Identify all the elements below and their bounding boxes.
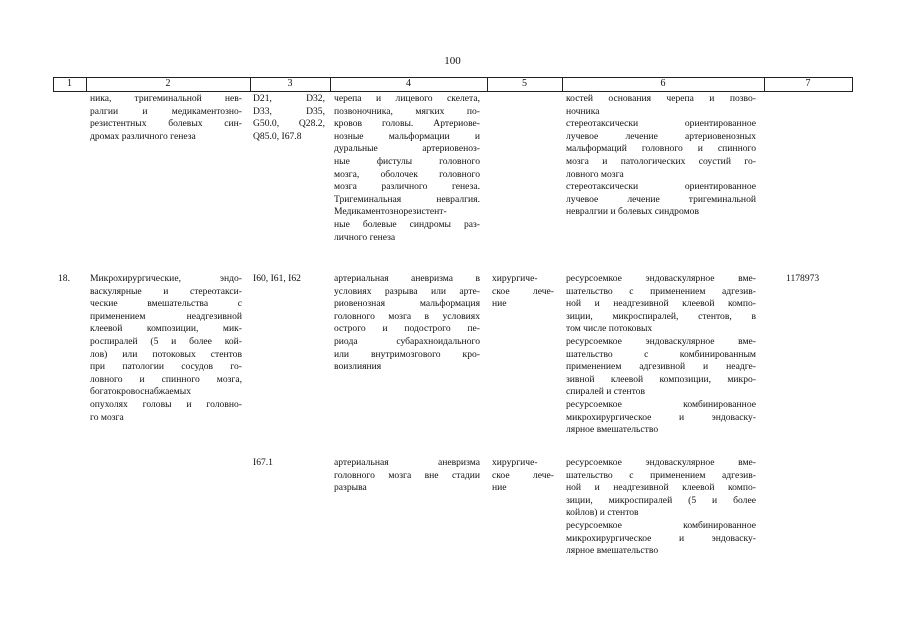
sub-icd-codes xyxy=(253,457,325,470)
text-line: дуральные артериовеноз- xyxy=(334,143,480,155)
row18-icd-codes xyxy=(253,273,325,286)
column-header-1: 1 xyxy=(67,78,72,89)
text-line: зивной клеевой композиции, микро- xyxy=(566,373,756,385)
text-line: кровов головы. Артериове- xyxy=(334,118,480,130)
text-line: богатокровоснабжаемых xyxy=(90,386,191,398)
text-line: лярное вмешательство xyxy=(566,424,659,436)
text-line: ной и неадгезивной клеевой компо- xyxy=(566,482,756,494)
text-line: I67.1 xyxy=(253,457,273,468)
text-line: ресурсоемкое комбинированное xyxy=(566,398,756,410)
column-header-5: 5 xyxy=(522,78,527,89)
text-line: воизлияния xyxy=(334,361,382,373)
text-line: стереотаксически ориентированное xyxy=(566,181,756,193)
text-line: мозга, оболочек головного xyxy=(334,168,480,180)
text-line: Медикаментознорезистент- xyxy=(334,206,447,218)
text-line: Микрохирургические, эндо- xyxy=(90,273,242,284)
text-line: опухолях головы и головно- xyxy=(90,398,242,410)
text-line: зиции, микроспиралей, стентов, в xyxy=(566,310,756,322)
text-line: I60, I61, I62 xyxy=(253,273,301,284)
text-line: микрохирургическое и эндоваску- xyxy=(566,532,756,544)
row18-treatment-method xyxy=(566,273,756,437)
header-divider xyxy=(852,77,853,91)
text-line: шательство с применением адгезив- xyxy=(566,469,756,481)
cont-treatment-method xyxy=(566,93,756,219)
text-line: условиях разрыва или арте- xyxy=(334,285,480,297)
text-line: клеевой композиции, мик- xyxy=(90,323,242,335)
text-line: головного мозга в условиях xyxy=(334,310,480,322)
text-line: лучевое лечение тригеминальной xyxy=(566,193,756,205)
text-line: ралгии и медикаментозно- xyxy=(90,105,242,117)
text-line: койлов) и стентов xyxy=(566,507,639,519)
column-header-2: 2 xyxy=(165,78,171,89)
cont-patient-model xyxy=(334,93,480,244)
text-line: при патологии сосудов го- xyxy=(90,361,242,373)
text-line: острого и подострого пе- xyxy=(334,323,480,335)
text-line: хирургиче- xyxy=(492,273,538,284)
column-header-7: 7 xyxy=(805,78,811,89)
text-line: ные болевые синдромы раз- xyxy=(334,218,480,230)
page-number: 100 xyxy=(444,55,461,67)
text-line: артериальная аневризма в xyxy=(334,273,480,284)
text-line: артериальная аневризма xyxy=(334,457,480,468)
text-line: роспиралей (5 и более кой- xyxy=(90,335,242,347)
text-line: резистентных болевых син- xyxy=(90,118,242,130)
text-line: мозга и патологических соустий го- xyxy=(566,155,756,167)
text-line: применением адгезивной и неадге- xyxy=(566,361,756,373)
text-line: шательство с применением адгезив- xyxy=(566,285,756,297)
text-line: ние xyxy=(492,298,507,310)
text-line: зиции, микроспиралей (5 и более xyxy=(566,494,756,506)
text-line: го мозга xyxy=(90,411,124,423)
text-line: ние xyxy=(492,482,507,494)
text-line: ресурсоемкое эндоваскулярное вме- xyxy=(566,335,756,347)
text-line: ловного мозга xyxy=(566,168,624,180)
text-line: ника, тригеминальной нев- xyxy=(90,93,242,104)
text-line: невралгии и болевых синдромов xyxy=(566,206,699,218)
text-line: позвоночника, мягких по- xyxy=(334,105,480,117)
text-line: D33, D35, xyxy=(253,105,325,117)
text-line: риовенозная мальформация xyxy=(334,298,480,310)
text-line: применением неадгезивной xyxy=(90,310,242,322)
text-line: нозные мальформации и xyxy=(334,130,480,142)
text-line: ной и неадгезивной клеевой компо- xyxy=(566,298,756,310)
text-line: васкулярные и стереотакси- xyxy=(90,285,242,297)
cont-condition-text xyxy=(90,93,242,143)
text-line: ресурсоемкое эндоваскулярное вме- xyxy=(566,457,756,468)
text-line: ческие вмешательства с xyxy=(90,298,242,310)
text-line: ловного и спинного мозга, xyxy=(90,373,242,385)
text-line: черепа и лицевого скелета, xyxy=(334,93,480,104)
text-line: Тригеминальная невралгия. xyxy=(334,193,480,205)
text-line: ные фистулы головного xyxy=(334,155,480,167)
text-line: или внутримозгового кро- xyxy=(334,348,480,360)
text-line: дромах различного генеза xyxy=(90,130,196,142)
text-line: шательство с комбинированным xyxy=(566,348,756,360)
text-line: Q85.0, I67.8 xyxy=(253,130,302,142)
column-header-3: 3 xyxy=(287,78,293,89)
text-line: том числе потоковых xyxy=(566,323,653,335)
row18-patient-model xyxy=(334,273,480,374)
text-line: стереотаксически ориентированное xyxy=(566,118,756,130)
text-line: ресурсоемкое эндоваскулярное вме- xyxy=(566,273,756,284)
text-line: D21, D32, xyxy=(253,93,325,104)
text-line: лов) или потоковых стентов xyxy=(90,348,242,360)
sub-treatment-type xyxy=(492,457,554,495)
text-line: ресурсоемкое комбинированное xyxy=(566,519,756,531)
row18-condition-text xyxy=(90,273,242,424)
text-line: G50.0, Q28.2, xyxy=(253,118,325,130)
text-line: риода субарахноидального xyxy=(334,335,480,347)
text-line: мозга различного генеза. xyxy=(334,181,480,193)
text-line: головного мозга вне стадии xyxy=(334,469,480,481)
text-line: лучевое лечение артериовенозных xyxy=(566,130,756,142)
text-line: микрохирургическое и эндоваску- xyxy=(566,411,756,423)
text-line: разрыва xyxy=(334,482,367,494)
sub-treatment-method xyxy=(566,457,756,558)
text-line: хирургиче- xyxy=(492,457,538,468)
header-bottom-rule xyxy=(53,91,853,92)
column-header-4: 4 xyxy=(406,78,411,89)
text-line: лярное вмешательство xyxy=(566,545,659,557)
text-line: спиралей и стентов xyxy=(566,386,646,398)
text-line: ночника xyxy=(566,105,600,117)
row18-cost: 1178973 xyxy=(786,273,820,284)
row-number: 18. xyxy=(58,273,70,284)
row18-treatment-type xyxy=(492,273,554,311)
sub-patient-model xyxy=(334,457,480,495)
text-line: мальформаций головного и спинного xyxy=(566,143,756,155)
column-header-6: 6 xyxy=(660,78,666,89)
text-line: костей основания черепа и позво- xyxy=(566,93,756,104)
cont-icd-codes xyxy=(253,93,325,143)
text-line: ское лече- xyxy=(492,469,554,481)
text-line: личного генеза xyxy=(334,231,396,243)
text-line: ское лече- xyxy=(492,285,554,297)
